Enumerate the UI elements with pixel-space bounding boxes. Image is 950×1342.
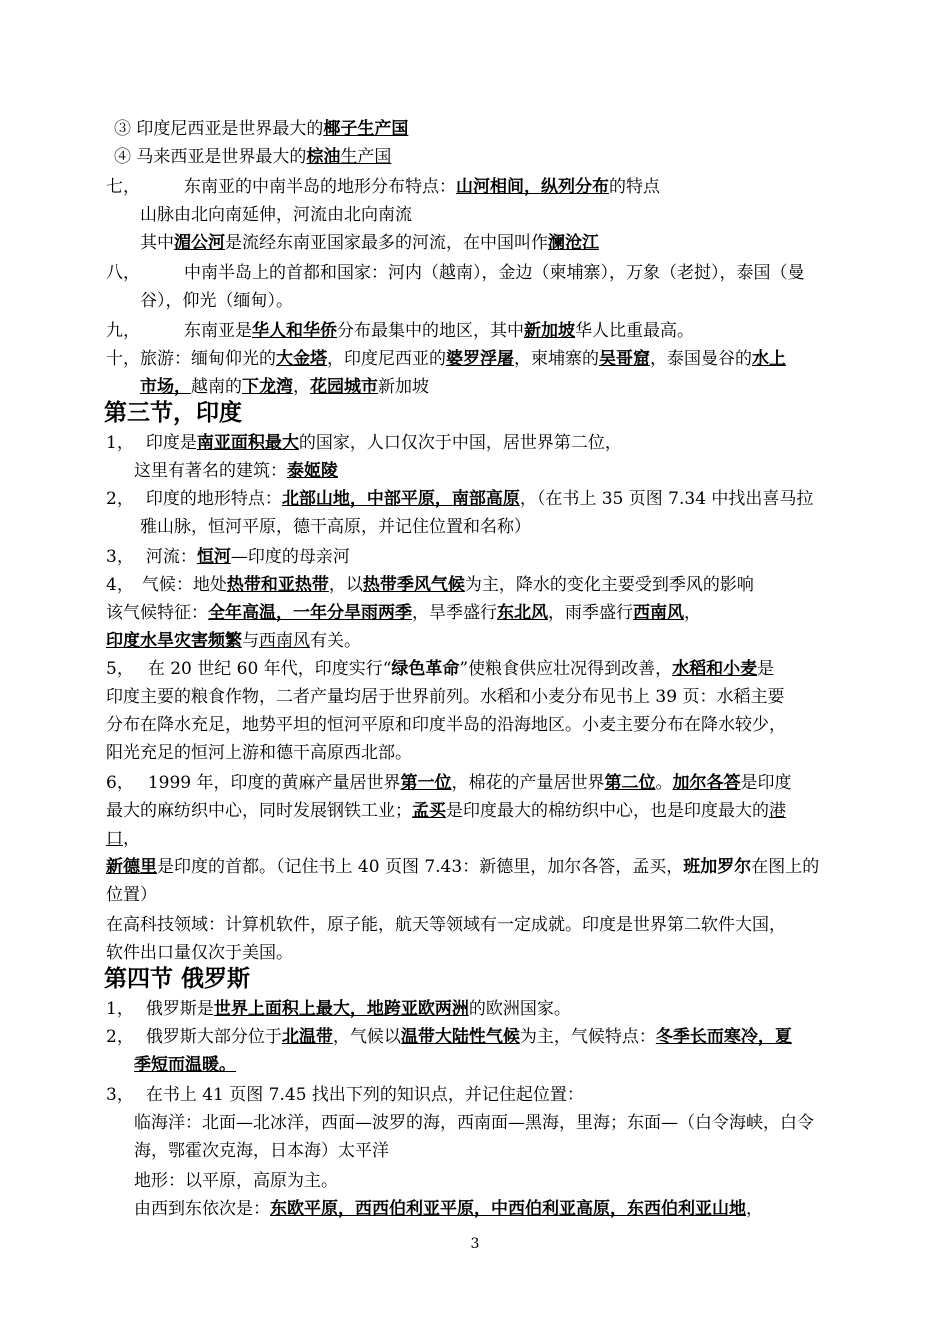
item-8: 八， 中南半岛上的首都和国家：河内（越南），金边（柬埔寨），万象（老挝），泰国（曼 <box>106 263 805 283</box>
india-item-6: 6， 1999 年，印度的黄麻产量居世界第一位，棉花的产量居世界第二位。加尔各答是印度 <box>106 773 792 793</box>
item-10: 十，旅游：缅甸仰光的大金塔，印度尼西亚的婆罗浮屠，柬埔寨的吴哥窟，泰国曼谷的水上 <box>106 349 786 369</box>
india-flood-drought: 印度水旱灾害频繁与西南风有关。 <box>106 631 361 651</box>
india-item-2-line2: 雅山脉，恒河平原，德干高原，并记住位置和名称） <box>140 517 531 537</box>
india-item-5-line4: 阳光充足的恒河上游和德干高原西北部。 <box>106 743 412 763</box>
india-item-1-line2: 这里有著名的建筑：泰姬陵 <box>134 461 338 481</box>
section-heading-russia: 第四节 俄罗斯 <box>104 966 251 992</box>
page-number: 3 <box>470 1236 480 1252</box>
india-item-5-line3: 分布在降水充足，地势平坦的恒河平原和印度半岛的沿海地区。小麦主要分布在降水较少， <box>106 715 786 735</box>
line-indonesia-coconut: ③ 印度尼西亚是世界最大的椰子生产国 <box>114 119 409 139</box>
india-item-5-line2: 印度主要的粮食作物，二者产量均居于世界前列。水稻和小麦分布见书上 39 页：水稻主要 <box>106 687 785 707</box>
india-item-6-line3: 口， <box>106 829 140 849</box>
india-capital-line2: 位置） <box>106 885 157 905</box>
india-climate-feature: 该气候特征：全年高温，一年分旱雨两季，旱季盛行东北风，雨季盛行西南风， <box>106 603 701 623</box>
section-heading-india: 第三节，印度 <box>104 400 242 426</box>
russia-item-1: 1， 俄罗斯是世界上面积上最大，地跨亚欧两洲的欧洲国家。 <box>106 999 571 1019</box>
india-hightech-line2: 软件出口量仅次于美国。 <box>106 943 293 963</box>
russia-seas: 临海洋：北面—北冰洋，西面—波罗的海，西南面—黑海，里海；东面—（白令海峡，白令 <box>134 1113 814 1133</box>
india-item-5: 5， 在 20 世纪 60 年代，印度实行“绿色革命”使粮食供应壮况得到改善，水稻和小麦是 <box>106 659 775 679</box>
russia-item-2: 2， 俄罗斯大部分位于北温带，气候以温带大陆性气候为主，气候特点：冬季长而寒冷，夏 <box>106 1027 792 1047</box>
russia-seas-line2: 海，鄂霍次克海，日本海）太平洋 <box>134 1141 389 1161</box>
russia-terrain: 地形：以平原，高原为主。 <box>134 1171 338 1191</box>
india-capital: 新德里是印度的首都。（记住书上 40 页图 7.43：新德里，加尔各答，孟买，班加罗尔在图上的 <box>106 857 820 877</box>
item-8-line2: 谷），仰光（缅甸）。 <box>140 291 293 311</box>
india-item-4: 4， 气候：地处热带和亚热带，以热带季风气候为主，降水的变化主要受到季风的影响 <box>106 575 754 595</box>
india-hightech: 在高科技领域：计算机软件，原子能，航天等领域有一定成就。印度是世界第二软件大国， <box>106 915 786 935</box>
russia-terrain-order: 由西到东依次是：东欧平原，西西伯利亚平原，中西伯利亚高原，东西伯利亚山地， <box>134 1199 763 1219</box>
india-item-6-line2: 最大的麻纺织中心，同时发展钢铁工业；孟买是印度最大的棉纺织中心，也是印度最大的港 <box>106 801 786 821</box>
item-10-line2: 市场，越南的下龙湾，花园城市新加坡 <box>140 377 429 397</box>
item-9: 九， 东南亚是华人和华侨分布最集中的地区，其中新加坡华人比重最高。 <box>106 321 694 341</box>
item-7-line2: 山脉由北向南延伸，河流由北向南流 <box>140 205 412 225</box>
india-item-3: 3， 河流：恒河—印度的母亲河 <box>106 547 350 567</box>
india-item-2: 2， 印度的地形特点：北部山地，中部平原，南部高原，（在书上 35 页图 7.34 中找出喜马拉 <box>106 489 814 509</box>
item-7: 七， 东南亚的中南半岛的地形分布特点：山河相间，纵列分布的特点 <box>106 177 660 197</box>
item-7-line3: 其中湄公河是流经东南亚国家最多的河流，在中国叫作澜沧江 <box>140 233 599 253</box>
line-malaysia-palm-oil: ④ 马来西亚是世界最大的棕油生产国 <box>114 147 392 167</box>
russia-item-2-line2: 季短而温暖。 <box>134 1055 236 1075</box>
russia-item-3: 3， 在书上 41 页图 7.45 找出下列的知识点，并记住起位置： <box>106 1085 584 1105</box>
india-item-1: 1， 印度是南亚面积最大的国家，人口仅次于中国，居世界第二位， <box>106 433 622 453</box>
